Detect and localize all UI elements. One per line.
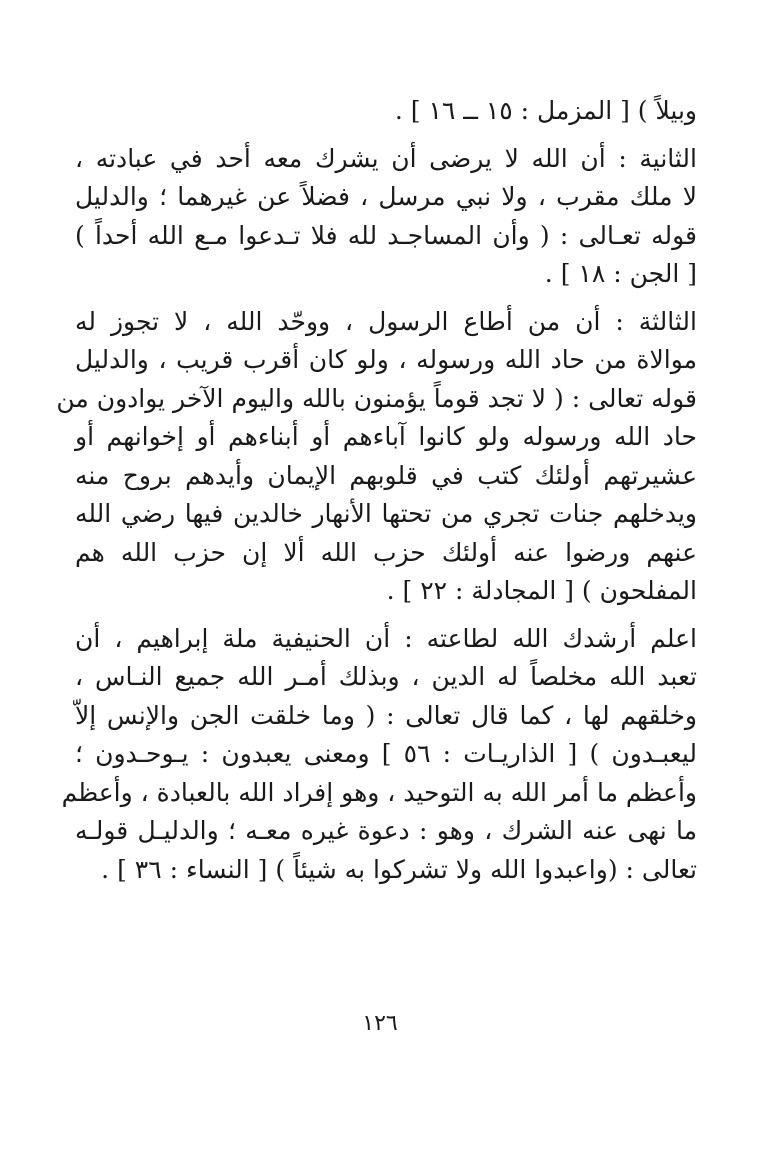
text-line: الثانية : أن الله لا يرضى أن يشرك معه أحد في عبادته ، (75, 143, 697, 173)
text-line: ليعبـدون ) [ الذاريـات : ٥٦ ] ومعنى يعبدون : يـوحـدون ؛ (75, 739, 698, 768)
text-line: وأعظم ما أمر الله به التوحيد ، وهو إفراد الله بالعبادة ، وأعظم (61, 777, 697, 807)
text-line: موالاة من حاد الله ورسوله ، ولو كان أقرب قريب ، والدليل (75, 345, 697, 374)
text-line: وخلقهم لها ، كما قال تعالى : ( وما خلقت الجن والإنس إلاّ (75, 700, 697, 730)
page-body (56, 92, 698, 889)
text-line: وبيلاً ) [ المزمل : ١٥ ــ ١٦ ] . (394, 96, 697, 125)
text-line: الثالثة : أن من أطاع الرسول ، ووحّد الله ، لا تجوز له (75, 306, 697, 336)
text-line: تعالى : (واعبدوا الله ولا تشركوا به شيئاً ) [ النساء : ٣٦ ] . (101, 854, 697, 884)
text-line: اعلم أرشدك الله لطاعته : أن الحنيفية ملة إبراهيم ، أن (75, 623, 697, 653)
text-line: تعبد الله مخلصاً له الدين ، وبذلك أمـر الله جميع النـاس ، (75, 662, 697, 691)
text-line: لا ملك مقرب ، ولا نبي مرسل ، فضلاً عن غيرهما ؛ والدليل (75, 182, 697, 211)
paragraph-hanifiyya (61, 620, 698, 890)
text-line: ما نهى عنه الشرك ، وهو : دعوة غيره معـه ؛ والدليـل قولـه (75, 816, 697, 845)
text-line: [ الجن : ١٨ ] . (544, 259, 697, 288)
text-line: عشيرتهم أولئك كتب في قلوبهم الإيمان وأيدهم بروح منه (75, 460, 697, 490)
text-line: قوله تعالى : ( لا تجد قوماً يؤمنون بالله واليوم الآخر يوادون من (56, 383, 697, 413)
paragraph-second-point (75, 140, 697, 294)
text-line: عنهم ورضوا عنه أولئك حزب الله ألا إن حزب الله هم (75, 537, 697, 567)
page-number: ١٢٦ (362, 1011, 398, 1036)
text-line: المفلحون ) [ المجادلة : ٢٢ ] . (386, 576, 697, 605)
paragraph-continuation (75, 92, 697, 131)
text-line: قوله تعـالى : ( وأن المساجـد لله فلا تـدعوا مـع الله أحداً ) (75, 220, 697, 250)
paragraph-third-point (56, 303, 697, 611)
text-line: حاد الله ورسوله ولو كانوا آباءهم أو أبناءهم أو إخوانهم أو (75, 422, 697, 451)
text-line: ويدخلهم جنات تجري من تحتها الأنهار خالدين فيها رضي الله (75, 499, 697, 528)
